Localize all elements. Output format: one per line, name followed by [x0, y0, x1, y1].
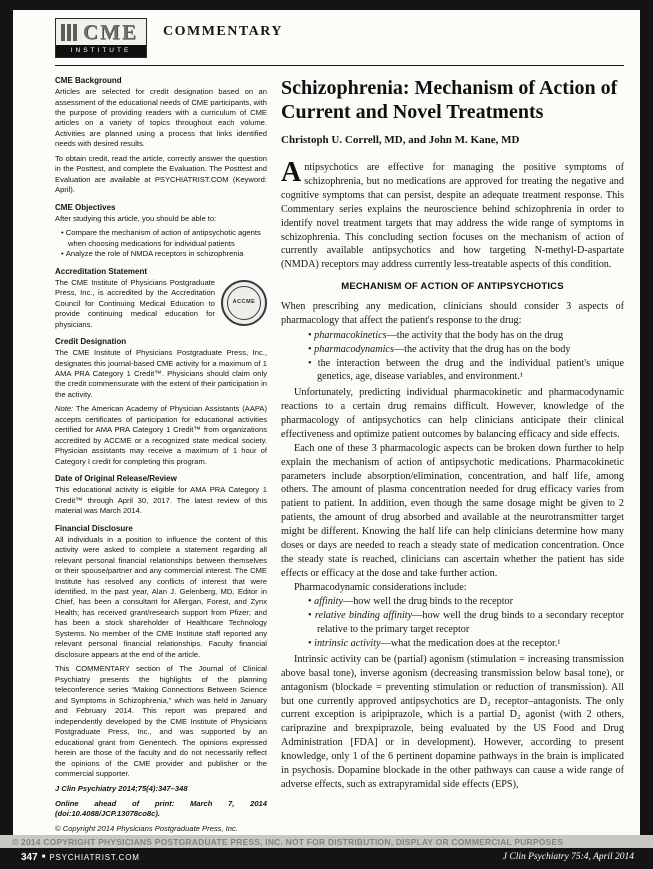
page-number: 347: [21, 851, 38, 863]
cme-objectives-intro: After studying this article, you should be able to:: [55, 213, 217, 223]
list-item: [308, 357, 624, 385]
term: pharmacokinetics: [314, 329, 387, 341]
sidebar-copyright: © Copyright 2014 Physicians Postgraduate Press, Inc.: [55, 823, 238, 833]
distribution-notice: © 2014 COPYRIGHT PHYSICIANS POSTGRADUATE PRESS, INC. NOT FOR DISTRIBUTION, DISPLAY OR COMMERCIAL PURPOSES: [12, 836, 564, 847]
accreditation-section: [55, 266, 267, 330]
body-paragraph: Intrinsic activity can be (partial) agonism (stimulation = increasing transmission above basal tone), inverse agonism (decreasing transmission below basal tone), or antagonism (blockade = preventing stimulation or reduction of transmission). All but one currently approved antipsychotics are D₂ receptor–antagonists. The only current exception is aripiprazole, which is a partial D₂ agonist (with 2 others, cariprazine and brexpiprazole, being evaluated by the US Food and Drug Administration [FDA] or in development). However, according to present knowledge, only 1 of the 6 pertinent dopamine pathways in the brain is implicated in psychosis. Dopamine blockade in the other pathways can cause a wide range of adverse effects, such as extrapyramidal side effects (EPS),: [281, 653, 624, 790]
financial-disclosure-paragraph: This COMMENTARY section of The Journal of Clinical Psychiatry presents the highlights of the planning teleconference series “Making Connections Between Science and Symptoms in Schizophrenia,” which was held in January and February 2014. This report was prepared and independently developed by the CME Institute of Physicians Postgraduate Press, Inc., and was supported by an educational grant from Genentech. The opinions expressed herein are those of the faculty and do not necessarily reflect the opinions of the CME provider and publisher or the commercial supporter.: [55, 664, 267, 778]
release-review-heading: Date of Original Release/Review: [55, 474, 177, 484]
note-lead: Note:: [55, 404, 74, 414]
term-definition: —the activity that the drug has on the body: [393, 343, 571, 355]
document-page: [13, 10, 640, 835]
intro-text: ntipsychotics are effective for managing the positive symptoms of schizophrenia, but no medications are approved for treating the negative and cognitive symptoms that can persist, despite an adequate treatment response. This Commentary series explains the neuroscience behind schizophrenia in order to identify novel treatment targets that may address the wide range of symptoms in schizophrenia. This concluding section focuses on the mechanism of action of currently available antipsychotics and how targeting N-methyl-D-aspartate (NMDA) receptors may address currently less-treatable aspects of this condition.: [281, 162, 624, 271]
article-title: Schizophrenia: Mechanism of Action of Current and Novel Treatments: [281, 77, 618, 123]
list-item: [308, 609, 624, 637]
note-rest: The American Academy of Physician Assistants (AAPA) accepts certificates of participation for educational activities certified for AMA PRA Category 1 Credit™ from organizations accredited by ACCME or a recognized state medical society. Physician assistants may receive a maximum of 1 hour of Category I credit for completing this program.: [55, 404, 267, 466]
financial-disclosure-section: [55, 523, 267, 835]
release-review-section: [55, 473, 267, 516]
term-definition: —what the medication does at the receptor.¹: [380, 638, 561, 650]
cme-background-paragraph: To obtain credit, read the article, correctly answer the question in the Posttest, and complete the Evaluation. The Posttest and Evaluation are available at PSYCHIATRIST.COM (Keyword: April).: [55, 153, 267, 195]
cme-background-section: [55, 75, 267, 196]
credit-designation-heading: Credit Designation: [55, 337, 127, 346]
financial-disclosure-paragraph: All individuals in a position to influence the content of this activity were asked to complete a statement regarding all relevant personal financial relationships between themselves or their spouse/partner and any commercial interest. The CME Institute has resolved any conflicts of interest that were identified. In the past year, Alan J. Gelenberg, MD, Editor in Chief, has been a consultant for Allergan, Forest, and Zynx Health; has received grant/research support from Pfizer; and has been a stock shareholder of Healthcare Technology Systems. No member of the CME Institute staff reported any relevant personal financial relationships. Faculty financial disclosure appears at the end of the article.: [55, 534, 267, 659]
footer-left: [21, 852, 140, 863]
pharmacology-aspects-list: [308, 329, 624, 385]
cme-background-paragraph: Articles are selected for credit designation based on an assessment of the educational needs of CME participants, with the purpose of providing readers with a curriculum of CME articles on a variety of topics throughout each volume. Activities are planned using a process that links identified needs with desired results.: [55, 87, 267, 149]
accreditation-heading: Accreditation Statement: [55, 266, 148, 276]
logo-bars-icon: [61, 24, 79, 41]
term-definition: —how well the drug binds to a secondary receptor relative to the primary target receptor: [317, 610, 624, 636]
intro-paragraph: [281, 157, 624, 272]
distribution-notice-band: [0, 835, 653, 848]
journal-citation: J Clin Psychiatry 2014;75(4):347–348: [55, 784, 188, 794]
page-header: [55, 18, 624, 66]
logo-cme-text: CME: [83, 20, 138, 44]
footer-bar: [13, 848, 640, 869]
list-item: [308, 595, 624, 609]
term: intrinsic activity: [314, 638, 381, 650]
body-paragraph: Pharmacodynamic considerations include:: [294, 581, 467, 593]
cme-objectives-heading: CME Objectives: [55, 202, 116, 212]
term: relative binding affinity: [314, 610, 413, 622]
credit-designation-paragraph: The CME Institute of Physicians Postgraduate Press, Inc., designates this journal-based CME activity for a maximum of 1 AMA PRA Category 1 Credit™. Physicians should claim only the credit commensurate with the extent of their participation in the activity.: [55, 348, 267, 399]
citation-block: [55, 784, 267, 834]
footer-site: PSYCHIATRIST.COM: [49, 852, 140, 862]
mechanism-section-heading: MECHANISM OF ACTION OF ANTIPSYCHOTICS: [341, 281, 564, 293]
credit-designation-note: [55, 404, 267, 467]
online-ahead-of-print: Online ahead of print: March 7, 2014 (doi:10.4088/JCP.13078co8c).: [55, 798, 267, 819]
list-item: • Analyze the role of NMDA receptors in schizophrenia: [61, 249, 267, 259]
logo-institute-band: INSTITUTE: [56, 45, 146, 57]
financial-disclosure-heading: Financial Disclosure: [55, 523, 133, 533]
term: pharmacodynamics: [314, 343, 394, 355]
accme-seal-icon: [221, 280, 267, 326]
list-item: [308, 637, 624, 651]
article-authors: Christoph U. Correll, MD, and John M. Kane, MD: [281, 134, 520, 147]
list-item: • Compare the mechanism of action of antipsychotic agents when choosing medications for individual patients: [61, 228, 267, 249]
body-paragraph: Each one of these 3 pharmacologic aspects can be broken down further to help explain the mechanism of action of antipsychotic medications. Pharmacokinetic parameters include absorption/elimination, concentration, and half life, among others. The amount of plasma concentration needed for drug efficacy varies from patient to patient. In addition, even though the same dosage might be given to 2 patients, the amount of drug absorbed and available at the neurotransmitter target might be different. Knowing the half life can help clinicians determine how many doses or days are needed to reach a steady state of medication concentration. Once the steady state is reached, clinicians can ascertain whether the patient has side effects or efficacy at the dose and take further action.: [281, 442, 624, 579]
cme-sidebar: [55, 75, 267, 835]
list-item: [308, 343, 624, 357]
cme-logo-top: [56, 19, 146, 45]
article-main: [281, 75, 624, 835]
cme-objectives-list: [61, 228, 267, 259]
term-definition: —how well the drug binds to the receptor: [343, 596, 514, 608]
cme-background-heading: CME Background: [55, 76, 122, 85]
cme-objectives-section: [55, 202, 267, 260]
content-columns: [55, 75, 624, 835]
term-definition: the interaction between the drug and the individual patient's unique genetics, age, disease variables, and environment.¹: [317, 357, 624, 383]
pharmacodynamic-considerations-list: [308, 595, 624, 651]
footer-journal-ref: J Clin Psychiatry 75:4, April 2014: [502, 852, 634, 862]
accme-seal-label: ACCME: [232, 298, 256, 305]
credit-designation-section: [55, 336, 267, 467]
accreditation-paragraph: The CME Institute of Physicians Postgraduate Press, Inc., is accredited by the Accreditation Council for Continuing Medical Education to provide continuing medical education for physicians.: [55, 277, 215, 329]
body-paragraph: Unfortunately, predicting individual pharmacokinetic and pharmacodynamic reactions to a certain drug remains difficult. However, knowledge of the pharmacology of antipsychotics can help clinicians anticipate their clinical effectiveness and optimize patient outcomes by balancing efficacy and side effects.: [281, 387, 624, 440]
drop-cap: A: [281, 157, 302, 189]
term-definition: —the activity that the body has on the drug: [386, 329, 564, 341]
body-paragraph: When prescribing any medication, clinicians should consider 3 aspects of pharmacology that affect the patient's response to the drug:: [281, 301, 624, 326]
release-review-paragraph: This educational activity is eligible for AMA PRA Category 1 Credit™ through April 30, 2017. The latest review of this material was March 2014.: [55, 485, 267, 516]
square-separator-icon: ■: [41, 854, 46, 860]
list-item: [308, 329, 624, 343]
cme-institute-logo: [55, 18, 147, 58]
section-label: COMMENTARY: [163, 24, 284, 39]
term: affinity: [314, 596, 343, 608]
